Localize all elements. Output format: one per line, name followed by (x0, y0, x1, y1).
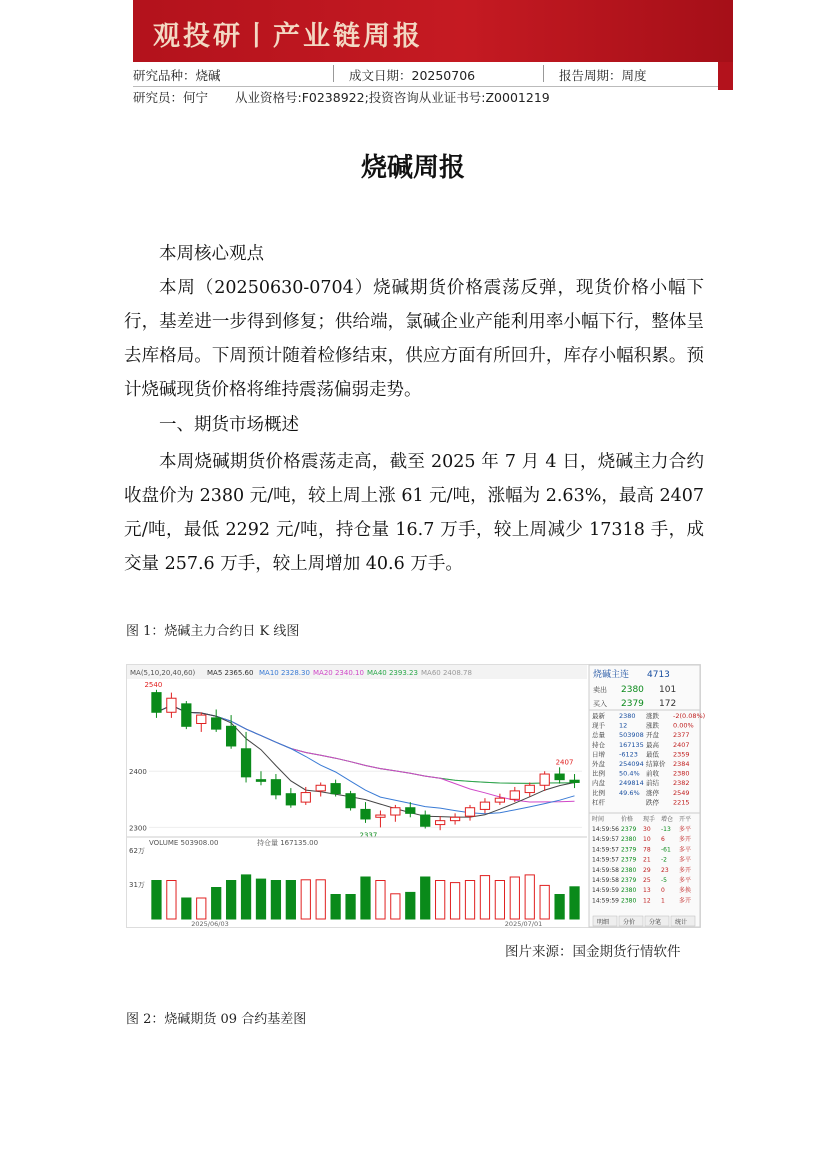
candle-body (436, 821, 445, 825)
quote-row-value: 254094 (619, 760, 644, 768)
report-banner (133, 0, 733, 62)
candle-body (421, 815, 430, 826)
tick-cell: 6 (661, 836, 665, 844)
quote-row-label: 持仓 (592, 740, 605, 749)
tick-cell: 多换 (679, 887, 692, 895)
candle-body (346, 794, 355, 808)
researcher: 研究员：何宁 (133, 90, 209, 105)
quote-row-label: 比例 (592, 769, 605, 778)
volume-bar (361, 877, 370, 919)
quote-tab-label: 分价 (623, 919, 636, 926)
vol-tick-label: 31万 (129, 881, 145, 889)
ma20-legend: MA20 2340.10 (313, 669, 364, 677)
tick-header: 价格 (621, 816, 634, 823)
volume-bar (525, 875, 534, 919)
tick-cell: 2379 (621, 856, 637, 864)
candle-body (540, 774, 549, 785)
candle-body (465, 808, 474, 816)
license-numbers: 从业资格号:F0238922;投资咨询从业证书号:Z0001219 (235, 90, 550, 105)
volume-bar (570, 887, 579, 919)
tick-cell: 14:59:57 (592, 836, 619, 844)
quote-row-label: 涨跌 (646, 712, 659, 720)
tick-cell: 多开 (679, 866, 692, 874)
quote-row-label: 最高 (646, 740, 659, 749)
ma60-legend: MA60 2408.78 (421, 669, 472, 677)
volume-bar (465, 881, 474, 920)
quote-code: 4713 (647, 670, 670, 680)
tick-cell: 多开 (679, 836, 692, 844)
tick-header: 增仓 (661, 816, 674, 823)
buy-label: 买入 (593, 700, 607, 708)
info-row-2 (133, 84, 718, 108)
candle-body (256, 780, 265, 782)
candle-body (525, 785, 534, 792)
banner-title: 观投研丨产业链周报 (153, 21, 423, 52)
candle-body (376, 815, 385, 817)
quote-row-value: 2377 (673, 731, 690, 740)
quote-row-value: 503908 (619, 731, 644, 740)
quote-tab-label: 分笔 (649, 919, 662, 926)
figure-2-caption: 图 2：烧碱期货 09 合约基差图 (126, 1012, 307, 1027)
tick-cell: 13 (643, 887, 651, 895)
quote-row-value: 2359 (673, 750, 690, 759)
price-high-label: 2540 (144, 680, 163, 689)
volume-bar (286, 881, 295, 920)
tick-cell: 10 (643, 836, 651, 844)
quote-row-label: 结算价 (646, 760, 666, 768)
tick-cell: 12 (643, 897, 651, 905)
quote-row-value: 167135 (619, 740, 644, 749)
tick-cell: 25 (643, 877, 651, 884)
candle-body (197, 715, 206, 723)
tick-cell: 2379 (621, 826, 637, 833)
quote-row-label: 总量 (592, 731, 605, 740)
quote-row-label: 现手 (592, 721, 605, 730)
quote-row-value: 2380 (619, 712, 636, 720)
recent-high-label: 2407 (555, 758, 574, 767)
tick-header: 开平 (679, 816, 692, 823)
volume-bar (555, 895, 564, 920)
candle-body (570, 780, 579, 782)
volume-bar (391, 894, 400, 919)
volume-bar (376, 881, 385, 920)
volume-bar (450, 883, 459, 919)
tick-cell: -61 (661, 846, 671, 854)
ma40-legend: MA40 2393.23 (367, 669, 418, 677)
x-tick-label: 2025/07/01 (504, 920, 543, 928)
quote-row-value: 0.00% (673, 721, 694, 730)
tick-cell: 30 (643, 826, 651, 833)
candle-body (316, 785, 325, 791)
volume-bar (480, 876, 489, 919)
quote-row-label: 开盘 (646, 731, 659, 740)
tick-cell: 2379 (621, 846, 637, 854)
candle-body (406, 808, 415, 814)
quote-row-value: 2407 (673, 740, 690, 749)
quote-row-value: 2384 (673, 760, 690, 768)
tick-header: 现手 (643, 816, 656, 823)
tick-cell: 2380 (621, 897, 637, 905)
tick-cell: 多平 (679, 877, 692, 884)
candle-body (152, 693, 161, 713)
report-period: 报告周期：周度 (559, 68, 647, 83)
quote-row-value: 2549 (673, 788, 690, 797)
quote-row-value: -6123 (619, 750, 638, 759)
quote-row-label: 跌停 (646, 798, 659, 807)
tick-cell: 2380 (621, 836, 637, 844)
tick-cell: 14:59:58 (592, 877, 619, 884)
quote-name: 烧碱主连 (593, 670, 630, 680)
page-title: 烧碱周报 (360, 153, 465, 183)
quote-row-value: 2382 (673, 779, 690, 788)
volume-bar (212, 888, 221, 920)
figure-1-source: 图片来源：国金期货行情软件 (505, 944, 681, 960)
sell-price: 2380 (621, 685, 644, 695)
ma-legend-label: MA(5,10,20,40,60) (130, 669, 196, 677)
volume-legend: VOLUME 503908.00 (149, 839, 219, 847)
tick-cell: 14:59:56 (592, 826, 619, 833)
volume-bar (167, 881, 176, 920)
banner-tail (718, 62, 733, 90)
quote-row-label: 最低 (646, 750, 659, 759)
tick-cell: 2379 (621, 877, 637, 884)
candle-body (182, 704, 191, 726)
volume-bar (182, 898, 191, 919)
tick-cell: 2380 (621, 887, 637, 895)
quote-row-label: 日增 (592, 750, 605, 759)
volume-bar (436, 881, 445, 920)
buy-volume: 172 (659, 699, 677, 709)
tick-cell: 14:59:58 (592, 866, 619, 874)
quote-tab-label: 明细 (597, 919, 610, 926)
research-variety: 研究品种：烧碱 (133, 68, 221, 83)
volume-bar (226, 881, 235, 920)
divider (333, 65, 334, 82)
quote-row-value: 50.4% (619, 769, 640, 778)
candle-body (495, 798, 504, 802)
tick-cell: 14:59:59 (592, 897, 619, 905)
quote-row-label: 最新 (592, 712, 605, 720)
quote-row-value: 2380 (673, 769, 690, 778)
tick-cell: 多开 (679, 897, 692, 905)
quote-row-label: 内盘 (592, 779, 605, 788)
divider (543, 65, 544, 82)
futures-heading: 一、期货市场概述 (159, 415, 299, 435)
tick-cell: 21 (643, 856, 651, 864)
candle-body (480, 802, 489, 809)
tick-cell: 14:59:57 (592, 856, 619, 864)
tick-cell: 14:59:57 (592, 846, 619, 854)
volume-bar (152, 881, 161, 920)
volume-bar (540, 885, 549, 919)
ma10-legend: MA10 2328.30 (259, 669, 310, 677)
tick-cell: 0 (661, 887, 665, 895)
quote-row-label: 比例 (592, 788, 605, 797)
candle-body (450, 817, 459, 820)
quote-row-label: 涨跌 (646, 721, 659, 730)
y-tick-label: 2400 (129, 768, 147, 777)
tick-cell: 多平 (679, 846, 692, 854)
quote-row-value: 12 (619, 721, 628, 730)
quote-row-value: 2215 (673, 798, 690, 807)
candle-body (301, 793, 310, 803)
candle-body (167, 698, 176, 712)
tick-cell: 78 (643, 846, 651, 854)
volume-bar (495, 881, 504, 920)
tick-cell: 23 (661, 866, 669, 874)
vol-tick-label: 62万 (129, 847, 145, 855)
volume-bar (197, 898, 206, 919)
y-tick-label: 2300 (129, 824, 147, 833)
report-date: 成文日期：20250706 (349, 68, 476, 83)
candle-body (226, 726, 235, 746)
quote-row-label: 外盘 (592, 760, 605, 768)
volume-bar (421, 877, 430, 919)
price-low-label: 2337 (359, 831, 378, 840)
volume-bar (256, 879, 265, 919)
volume-bar (510, 877, 519, 919)
quote-row-label: 前收 (646, 769, 659, 778)
quote-row-label: 杠杆 (592, 798, 605, 807)
sell-volume: 101 (659, 685, 677, 695)
volume-bar (406, 892, 415, 919)
volume-bar (316, 880, 325, 919)
quote-tab-label: 统计 (675, 919, 688, 926)
sell-label: 卖出 (593, 686, 607, 694)
quote-row-value: -2(0.08%) (673, 712, 706, 720)
core-text: 本周（20250630-0704）烧碱期货价格震荡反弹，现货价格小幅下行，基差进一步得到修复；供给端，氯碱企业产能利用率小幅下行，整体呈去库格局。下周预计随着检修结束，供应方面有所回升，库存小幅积累。预计烧碱现货价格将维持震荡偏弱走势。 (124, 278, 704, 400)
tick-cell: 多平 (679, 856, 692, 864)
tick-cell: 1 (661, 897, 665, 905)
quote-row-value: 49.6% (619, 788, 640, 797)
quote-row-label: 涨停 (646, 788, 659, 797)
candle-body (391, 808, 400, 815)
candle-body (241, 749, 250, 777)
ma5-legend: MA5 2365.60 (207, 669, 254, 677)
buy-price: 2379 (621, 699, 644, 709)
figure-1-caption: 图 1：烧碱主力合约日 K 线图 (126, 624, 300, 639)
volume-bar (346, 895, 355, 920)
tick-cell: 29 (643, 866, 651, 874)
quote-row-label: 前结 (646, 779, 659, 788)
candle-body (361, 809, 370, 819)
volume-bar (241, 875, 250, 919)
kline-chart-svg (127, 665, 706, 928)
tick-header: 时间 (592, 816, 605, 823)
volume-bar (331, 895, 340, 920)
kline-chart (126, 664, 706, 928)
tick-cell: 14:59:59 (592, 887, 619, 895)
volume-bar (301, 880, 310, 919)
core-heading: 本周核心观点 (159, 244, 264, 264)
tick-cell: 2380 (621, 866, 637, 874)
candle-body (271, 780, 280, 795)
tick-cell: 多平 (679, 826, 692, 833)
quote-row-value: 249814 (619, 779, 644, 788)
candle-body (555, 774, 564, 780)
tick-cell: -5 (661, 877, 667, 884)
tick-cell: -2 (661, 856, 667, 864)
futures-text: 本周烧碱期货价格震荡走高，截至 2025 年 7 月 4 日，烧碱主力合约收盘价为 2380 元/吨，较上周上涨 61 元/吨，涨幅为 2.63%，最高 2407 元/吨，最低 2292 元/吨，持仓量 16.7 万手，较上周减少 17318 手，成交量 257.6 万手，较上周增加 40.6 万手。 (124, 452, 704, 574)
candle-body (510, 791, 519, 799)
tick-cell: -13 (661, 826, 671, 833)
candle-body (286, 794, 295, 805)
x-tick-label: 2025/06/03 (191, 920, 229, 928)
candle-body (212, 718, 221, 729)
volume-bar (271, 881, 280, 920)
candle-body (331, 784, 340, 794)
oi-legend: 持仓量 167135.00 (257, 839, 319, 847)
